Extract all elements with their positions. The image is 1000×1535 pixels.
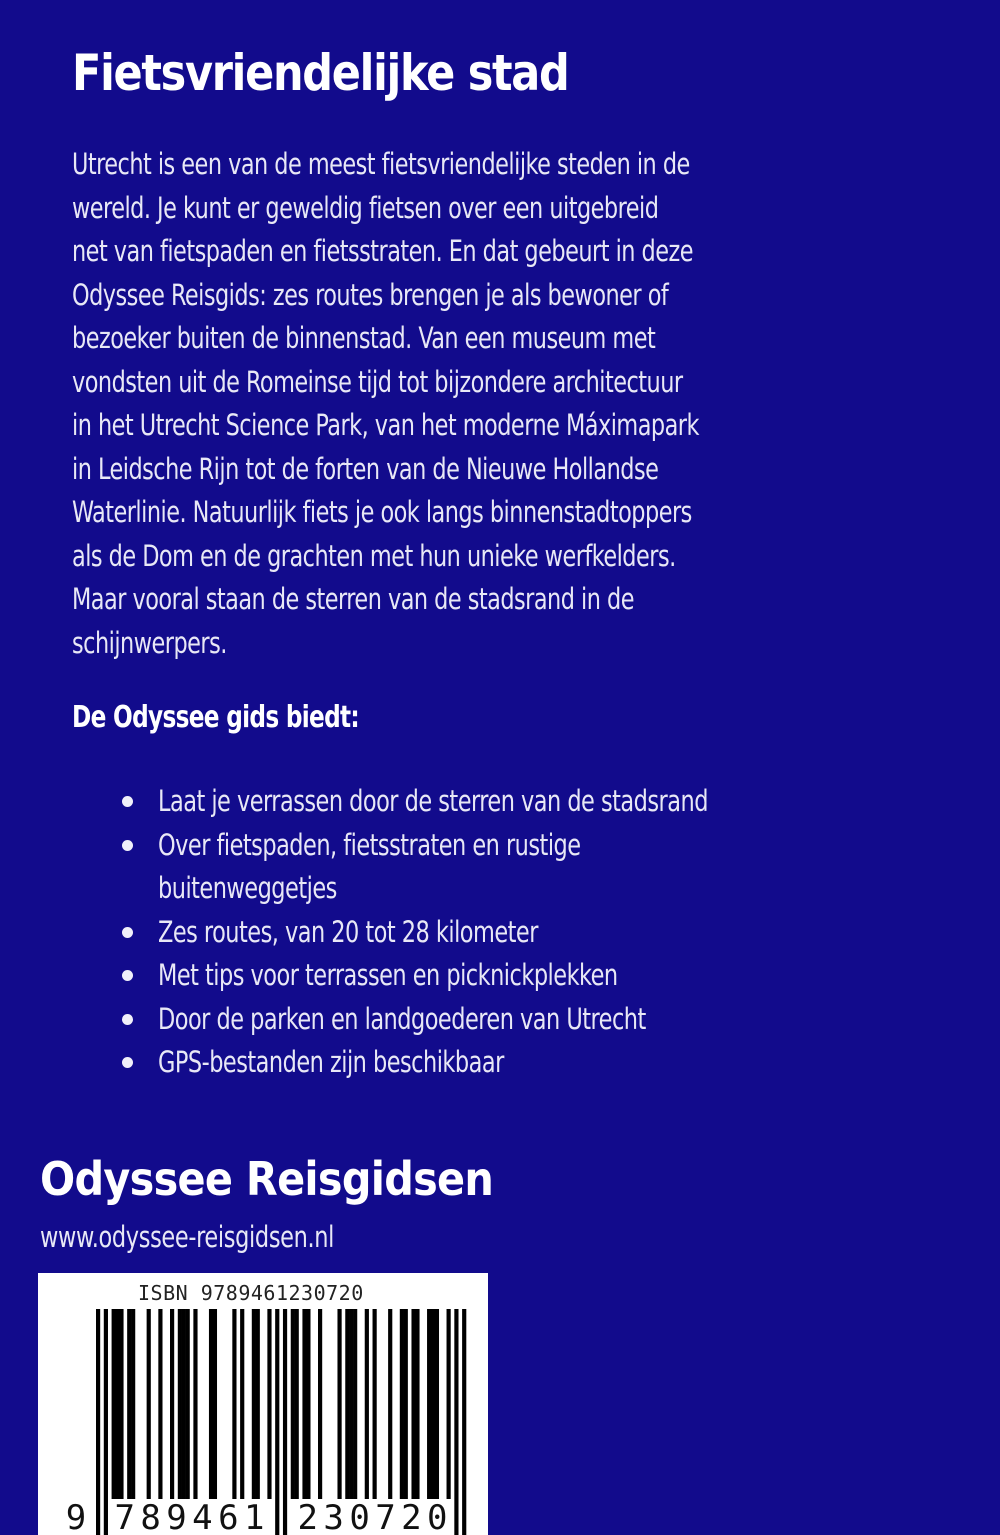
bullet-icon [122,840,133,851]
features-heading: De Odyssee gids biedt: [72,700,360,735]
bullet-icon [122,1057,133,1068]
list-item-text: Met tips voor terrassen en picknickplekken [158,958,618,992]
list-item [118,780,1000,824]
bullet-icon [122,796,133,807]
list-item [118,1041,1000,1085]
list-item-text: Over fietspaden, fietsstraten en rustige [158,827,581,862]
list-item-text: Laat je verrassen door de sterren van de stadsrand [158,784,708,818]
intro-line: als de Dom en de grachten met hun unieke werfkelders. [72,538,676,573]
bullet-icon [122,927,133,938]
intro-line: schijnwerpers. [72,625,227,660]
svg-text:9: 9 [65,1498,87,1535]
isbn-label: ISBN 9789461230720 [138,1281,364,1305]
bullet-icon [122,970,133,981]
svg-text:789461: 789461 [114,1498,265,1535]
publisher-url: www.odyssee-reisgidsen.nl [40,1220,335,1254]
intro-line: Maar vooral staan de sterren van de stadsrand in de [72,582,634,616]
list-item-text: buitenweggetjes [158,871,337,905]
intro-line: vondsten uit de Romeinse tijd tot bijzondere architectuur [72,364,683,399]
list-item [118,824,1000,911]
intro-line: Waterlinie. Natuurlijk fiets je ook langs binnenstadtoppers [72,495,692,529]
list-item-text: Zes routes, van 20 tot 28 kilometer [158,914,538,949]
intro-line: wereld. Je kunt er geweldig fietsen over een uitgebreid [72,190,659,225]
intro-line: net van fietspaden en fietsstraten. En dat gebeurt in deze [72,234,694,268]
intro-paragraph [72,143,939,665]
features-list [118,780,1000,1085]
list-item [118,911,1000,955]
page-title: Fietsvriendelijke stad [72,44,569,102]
list-item [118,954,1000,998]
bullet-icon [122,1014,133,1025]
publisher-name: Odyssee Reisgidsen [40,1152,494,1206]
isbn-barcode [38,1273,488,1535]
intro-line: in Leidsche Rijn tot de forten van de Nieuwe Hollandse [72,451,659,486]
svg-text:230720: 230720 [297,1498,448,1535]
intro-line: Utrecht is een van de meest fietsvriendelijke steden in de [72,147,690,181]
list-item-text: GPS-bestanden zijn beschikbaar [158,1045,504,1079]
list-item [118,998,1000,1042]
intro-line: Odyssee Reisgids: zes routes brengen je als bewoner of [72,277,669,312]
intro-line: in het Utrecht Science Park, van het moderne Máximapark [72,408,699,442]
intro-line: bezoeker buiten de binnenstad. Van een museum met [72,321,656,355]
barcode-icon [38,1273,488,1535]
list-item-text: Door de parken en landgoederen van Utrecht [158,1001,646,1036]
